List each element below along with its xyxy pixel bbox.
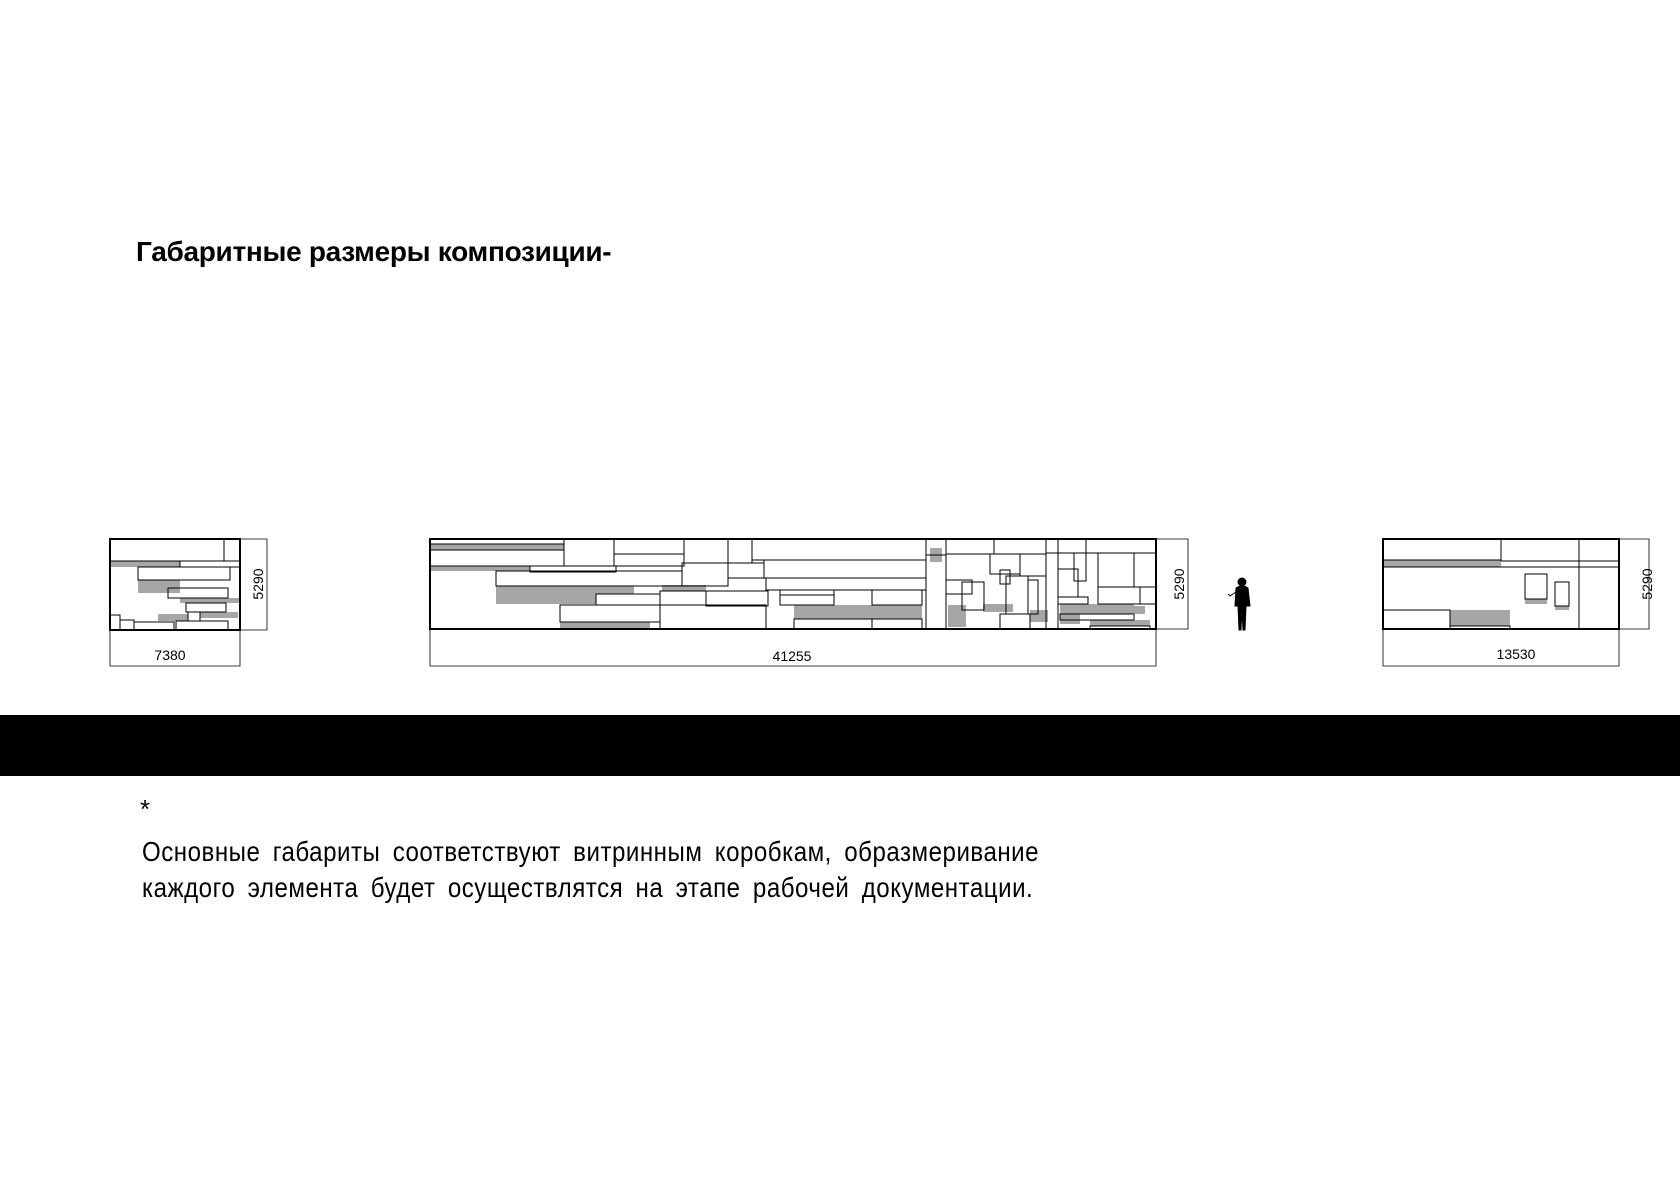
human-scale-figure xyxy=(1228,578,1250,630)
note-marker: * xyxy=(140,794,151,824)
left-height-label: 5290 xyxy=(250,568,266,600)
footnote-line-1: Основные габариты соответствуют витринным коробкам, образмеривание xyxy=(142,836,1040,867)
center-width-label: 41255 xyxy=(772,648,812,664)
center-height-label: 5290 xyxy=(1171,568,1187,600)
center-panel xyxy=(430,539,1188,666)
left-width-label: 7380 xyxy=(154,647,186,663)
right-panel-shading xyxy=(1383,560,1569,626)
footnote xyxy=(142,834,1040,906)
page-title: Габаритные размеры композиции- xyxy=(136,236,612,267)
footnote-line-2: каждого элемента будет осуществлятся на этапе рабочей документации. xyxy=(142,872,1034,903)
right-height-label: 5290 xyxy=(1639,568,1655,600)
right-width-label: 13530 xyxy=(1496,646,1536,662)
left-panel xyxy=(110,539,267,666)
black-band xyxy=(0,715,1680,776)
